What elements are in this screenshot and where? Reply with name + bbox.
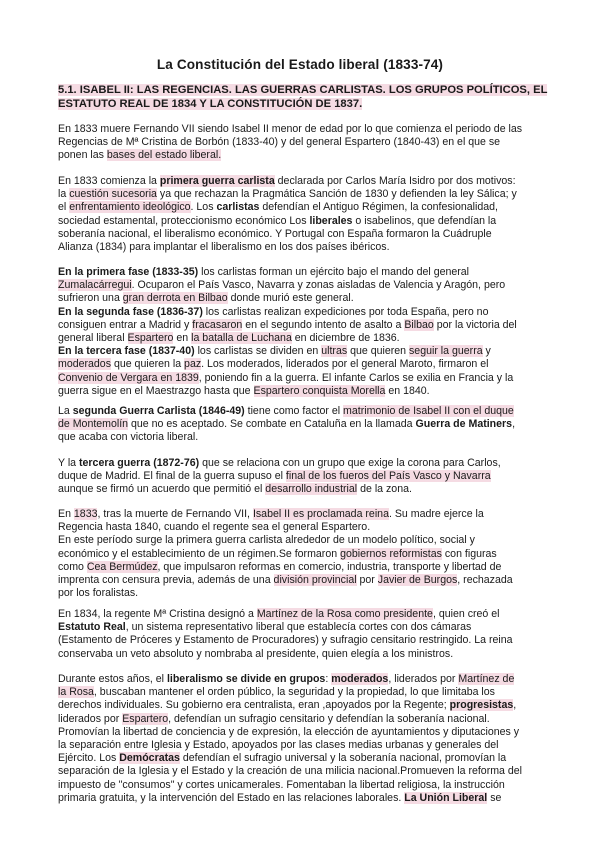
section-heading [58,83,548,111]
text-line [58,739,544,752]
paragraph-grupos-politicos [58,673,544,805]
text-line [58,792,544,805]
text-run: conservaba un veto absoluto y nombraba al presidente, quien elegía a los ministros. [58,647,454,660]
text-run: los carlistas forman un ejército bajo el mando del general [198,266,470,278]
text-line [58,175,544,188]
highlighted-text: ultras [321,345,348,358]
text-run: En 1833 muere Fernando VII siendo Isabel II menor de edad por lo que comienza el periodo de las [58,123,523,135]
text-run: general liberal [58,331,128,344]
bold-text: Guerra de Matiners [415,418,513,431]
highlighted-text: paz [184,358,202,371]
text-run: . Los [190,201,217,214]
text-run: Durante estos años, el [58,673,167,685]
highlighted-text: Javier de Burgos [377,573,458,586]
bold-text: En la segunda fase (1836-37) [58,305,203,318]
text-line [58,405,544,418]
text-run: los carlistas realizan expediciones por toda España, pero no [202,305,489,318]
text-run: declarada por Carlos María Isidro por dos motivos: [274,175,516,187]
text-run: Promovían la libertad de conciencia y de expresión, la elección de ayuntamientos y diputaciones y [58,725,520,738]
text-line [58,201,544,214]
text-line [58,574,544,587]
text-line [58,345,544,358]
text-line [58,726,544,739]
text-run: (Estamento de Próceres y Estamento de Procuradores) y sufragio censitario restringido. La reina [58,634,513,647]
highlighted-text: fracasaron [192,318,243,331]
highlighted-text: Isabel II es proclamada reina [252,508,389,520]
text-run: En 1834, la regente Mª Cristina designó a [58,608,257,620]
text-line [58,319,544,332]
text-line [58,123,544,136]
text-line [58,634,544,647]
text-run: impuesto de "consumos" y cortes unicamerales. Fomentaban la libertad religiosa, la instrucción [58,778,505,791]
text-run: la [58,188,70,201]
highlighted-text: Zumalacárregui [58,279,132,292]
highlighted-text: progresistas [449,699,514,712]
highlighted-text: moderados [58,358,111,371]
text-line [58,534,544,547]
text-run: se [487,791,502,804]
text-line [58,470,544,483]
text-line [58,621,544,634]
highlighted-text: Espartero [122,712,169,725]
bold-text: En la tercera fase (1837-40) [58,345,195,358]
highlighted-text: Bilbao [404,318,434,331]
text-run: donde murió este general. [227,292,354,305]
bold-text: Estatuto Real [58,621,126,634]
text-line [58,431,544,444]
text-run: , poniendo fin a la guerra. El infante Carlos se exilia en Francia y la [198,371,514,384]
highlighted-text: Martínez de [458,673,515,685]
text-run: aunque se firmó un acuerdo que permitió el [58,483,266,496]
text-run: , rechazada [457,573,513,586]
text-line [58,228,544,241]
text-line [58,648,544,661]
text-run: guerra sigue en el Maestrazgo hasta que [58,384,254,397]
paragraph-estatuto-real [58,608,544,661]
text-line [58,215,544,228]
text-line [58,136,544,149]
text-run: defendían el Antiguo Régimen, la confesionalidad, [259,201,498,214]
text-run: por los foralistas. [58,587,139,600]
highlighted-text: gobiernos reformistas [340,547,442,560]
text-run: primaria gratuita, y la intervención del Estado en las relaciones laborales. [58,791,405,804]
bold-text: segunda Guerra Carlista [72,405,196,417]
highlighted-text: Espartero [127,331,174,344]
text-run: Regencia hasta 1840, cuando el regente sea el general Espartero. [58,521,371,534]
text-line [58,699,544,712]
text-line [58,752,544,765]
text-run: , [513,699,517,712]
text-run: : [325,673,332,685]
highlighted-text: cuestión sucesoria [69,188,157,201]
highlighted-text: de Montemolín [58,418,129,431]
bold-text: carlistas [216,201,260,214]
text-line [58,358,544,371]
text-run: , [512,418,516,431]
highlighted-text: La Unión Liberal [404,791,488,804]
text-run: sufrieron una [58,292,123,305]
text-run: en 1840. [385,384,430,397]
highlighted-text: desarrollo industrial [265,483,358,496]
text-run: que acaba con victoria liberal. [58,431,199,444]
highlighted-text: la batalla de Luchana [191,331,292,344]
text-run: y [482,345,491,358]
highlighted-text: división provincial [273,573,357,586]
text-run: en el segundo intento de asalto a [242,318,405,331]
text-line [58,279,544,292]
text-run: los carlistas se dividen en [194,345,322,358]
text-line [58,149,544,162]
text-line [58,483,544,496]
paragraph-tercera-guerra [58,457,544,497]
paragraph-primera-guerra [58,175,544,254]
text-run: defendían el sufragio universal y la soberanía nacional, promovían la [179,752,507,765]
document-title: La Constitución del Estado liberal (1833-74) [156,57,444,72]
text-run: en [173,331,192,344]
section-heading-line: ESTATUTO REAL DE 1834 Y LA CONSTITUCIÓN DE 1837. [58,98,363,110]
text-run: tiene como factor el [244,405,344,417]
text-line [58,385,544,398]
text-run: ponen las [58,149,107,162]
text-run: Y la [58,457,80,469]
text-run: . Ocuparon el País Vasco, Navarra y zonas aisladas de Valencia y Aragón, pero [131,279,506,292]
text-line [58,418,544,431]
text-run: , que impulsaron reformas en comercio, industria, transporte y libertad de [157,560,502,573]
text-run: separación de la Iglesia y el Estado y la creación de una milicia nacional.Promueven la reforma del [58,765,523,778]
highlighted-text: Demócratas [119,752,180,765]
highlighted-text: Convenio de Vergara en 1839 [58,371,199,384]
text-run: , buscaban mantener el orden público, la seguridad y la propiedad, lo que limitaba los [93,686,495,699]
text-run: en diciembre de 1836. [291,331,400,344]
text-run: con figuras [441,547,497,560]
text-line [58,508,544,521]
text-line [58,457,544,470]
paragraph-regencias [58,123,544,163]
highlighted-text: Espartero conquista Morella [253,384,386,397]
text-run: , un sistema representativo liberal que establecía cortes con dos cámaras [125,621,472,634]
section-heading-line: 5.1. ISABEL II: LAS REGENCIAS. LAS GUERRAS CARLISTAS. LOS GRUPOS POLÍTICOS, EL [58,84,548,96]
highlighted-text: la Rosa [58,686,94,699]
text-run: Alianza (1834) para implantar el liberalismo en los dos países ibéricos. [58,240,390,253]
paragraph-segunda-guerra [58,405,544,445]
text-line [58,292,544,305]
bold-text: liberalismo se divide en grupos [166,673,326,685]
highlighted-text: enfrentamiento ideológico [69,201,191,214]
text-run: que quieren la [111,358,185,371]
bold-text: En la primera fase (1833-35) [58,266,199,278]
text-run: imprenta con censura previa, además de una [58,573,274,586]
text-run: el [58,201,70,214]
text-run: que quieren [347,345,409,358]
highlighted-text: final de los fueros del País Vasco y Navarra [285,470,491,483]
text-run: , quien creó el [432,608,500,620]
text-run: por la victoria del [433,318,517,331]
bold-text: (1846-49) [198,405,245,417]
text-run: ya que rechazan la Pragmática Sanción de 1830 y defienden la ley Sálica; y [156,188,517,201]
text-run: , liderados por [388,673,459,685]
text-run: duque de Madrid. El final de la guerra supuso el [58,470,286,483]
text-line [58,673,544,686]
highlighted-text: 1833 [73,508,98,520]
bold-text: tercera guerra (1872-76) [79,457,200,469]
text-run: como [58,560,87,573]
highlighted-text: seguir la guerra [409,345,483,358]
text-line [58,779,544,792]
text-run: , defendían un sufragio censitario y defendían la soberanía nacional. [168,712,490,725]
text-line [58,332,544,345]
text-line [58,608,544,621]
text-run: que no es aceptado. Se combate en Cataluña en la llamada [128,418,416,431]
highlighted-text: matrimonio de Isabel II con el duque [343,405,514,417]
text-run: Ejército. Los [58,752,120,765]
bold-text: liberales [309,214,353,227]
text-run: consiguen entrar a Madrid y [58,318,193,331]
text-line [58,765,544,778]
text-line [58,521,544,534]
text-run: . Los moderados, liderados por el general Maroto, firmaron el [201,358,489,371]
paragraph-proclamacion [58,508,544,600]
highlighted-text: moderados [331,673,389,685]
text-run: soberanía nacional, el liberalismo económico. Y Portugal con España formaron la Cuádruple [58,227,492,240]
text-run: la separación entre Iglesia y Estado, apoyados por las clases medias urbanas y generales del [58,738,499,751]
text-run: En [58,508,74,520]
text-line [58,306,544,319]
text-run: La [58,405,73,417]
text-run: por [356,573,378,586]
text-line [58,587,544,600]
paragraph-fases [58,266,544,398]
text-line [58,686,544,699]
text-run: liderados por [58,712,123,725]
text-line [58,713,544,726]
text-line [58,266,544,279]
text-line [58,548,544,561]
text-run: que se relaciona con un grupo que exige la corona para Carlos, [199,457,501,469]
text-line [58,241,544,254]
highlighted-text: bases del estado liberal. [106,149,222,162]
text-line [58,372,544,385]
text-run: derechos individuales. Su gobierno era centralista, eran ,apoyados por la Regente; [58,699,450,712]
text-run: económico y el establecimiento de un régimen.Se formaron [58,547,341,560]
text-run: sociedad estamental, proteccionismo económico Los [58,214,310,227]
text-run: En 1833 comienza la [58,175,160,187]
text-run: , tras la muerte de Fernando VII, [97,508,253,520]
highlighted-text: gran derrota en Bilbao [122,292,228,305]
text-run: o isabelinos, que defendían la [352,214,497,227]
highlighted-text: primera guerra carlista [159,175,275,187]
text-run: En este período surge la primera guerra carlista alrededor de un modelo político, social y [58,534,475,547]
text-line [58,188,544,201]
text-run: Regencias de Mª Cristina de Borbón (1833-40) y del general Espartero (1840-43) en el que se [58,136,501,149]
text-run: de la zona. [357,483,412,496]
text-line [58,561,544,574]
text-run: . Su madre ejerce la [388,508,484,520]
highlighted-text: Cea Bermúdez [86,560,158,573]
highlighted-text: Martínez de la Rosa como presidente [256,608,433,620]
